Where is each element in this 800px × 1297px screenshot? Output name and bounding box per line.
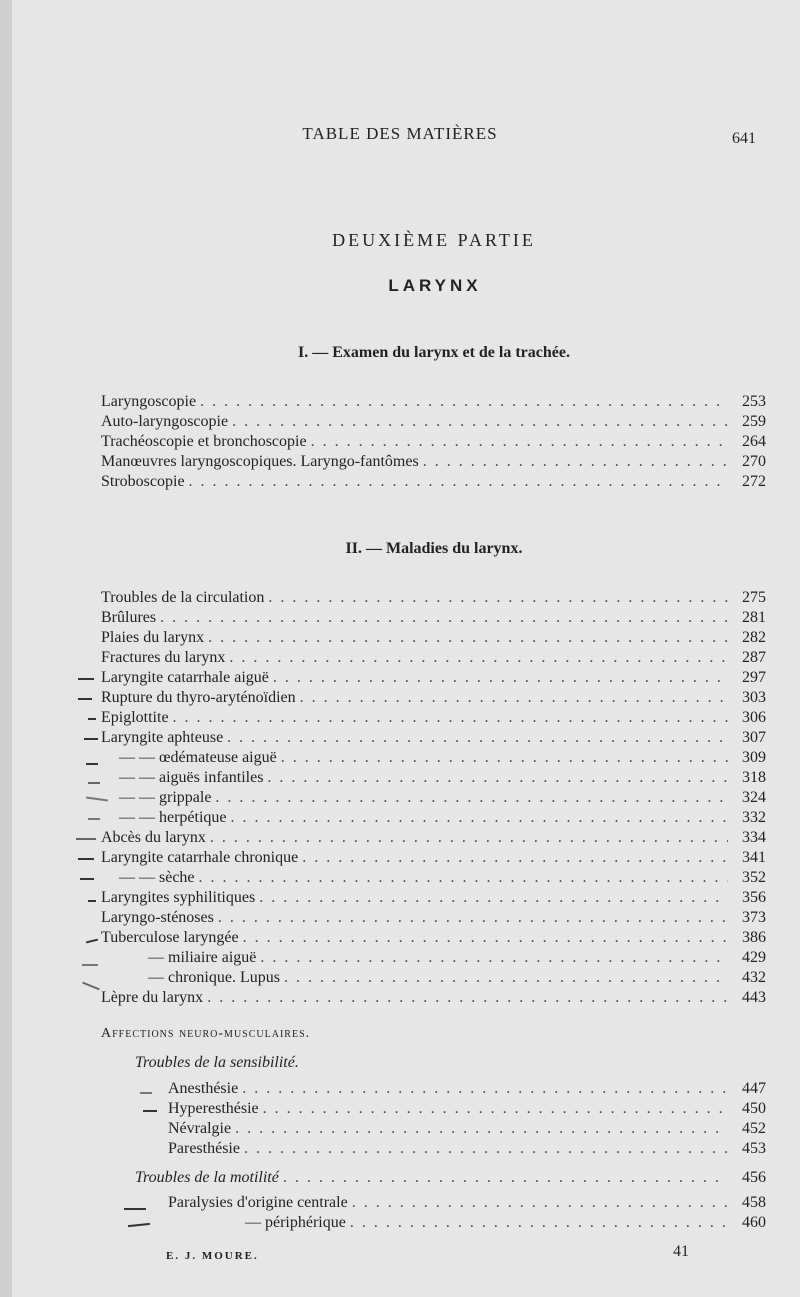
toc-entry-label: Abcès du larynx <box>101 829 206 846</box>
leader-dots <box>268 588 728 608</box>
leader-dots <box>218 908 728 928</box>
toc-entry-page: 443 <box>742 989 766 1006</box>
toc-entry-page: 309 <box>742 749 766 766</box>
margin-dash-mark <box>82 964 98 966</box>
toc-entry <box>101 828 766 848</box>
part-title: DEUXIÈME PARTIE <box>332 230 536 250</box>
toc-entry <box>148 968 766 988</box>
toc-entry-page: 259 <box>742 413 766 430</box>
leader-dots <box>259 888 728 908</box>
toc-entry-label: Paralysies d'origine centrale <box>168 1194 348 1211</box>
toc-entry-label: Auto-laryngoscopie <box>101 413 229 430</box>
margin-dash-mark <box>140 1092 152 1094</box>
toc-entry-page: 356 <box>742 889 766 906</box>
margin-dash-mark <box>78 678 94 680</box>
toc-entry <box>119 748 766 768</box>
leader-dots <box>311 432 728 452</box>
toc-entry-page: 432 <box>742 969 766 986</box>
toc-entry-page: 352 <box>742 869 766 886</box>
toc-entry-label: Hyperesthésie <box>168 1100 259 1117</box>
toc-entry-page: 429 <box>742 949 766 966</box>
toc-entry-label: Manœuvres laryngoscopiques. Laryngo-fantômes <box>101 453 419 470</box>
toc-entry-page: 334 <box>742 829 766 846</box>
toc-entry-label: Laryngite aphteuse <box>101 729 224 746</box>
leader-dots <box>263 1099 728 1119</box>
toc-entry-page: 373 <box>742 909 766 926</box>
leader-dots <box>284 968 728 988</box>
toc-entry-page: 318 <box>742 769 766 786</box>
toc-entry-page: 253 <box>742 393 766 410</box>
toc-entry <box>101 472 766 492</box>
toc-entry-page: 282 <box>742 629 766 646</box>
toc-entry <box>101 908 766 928</box>
leader-dots <box>231 808 728 828</box>
toc-entry <box>119 808 766 828</box>
toc-entry-label: Laryngite catarrhale chronique <box>101 849 299 866</box>
toc-entry-label: Troubles de la motilité <box>135 1169 279 1186</box>
subsection-title-sensibilite: Troubles de la sensibilité. <box>135 1054 299 1071</box>
toc-entry-label: — — œdémateuse aiguë <box>119 749 277 766</box>
leader-dots <box>215 788 728 808</box>
toc-entry <box>101 888 766 908</box>
leader-dots <box>200 392 728 412</box>
toc-entry-page: 264 <box>742 433 766 450</box>
toc-entry <box>101 848 766 868</box>
toc-entry-page: 456 <box>742 1169 766 1186</box>
leader-dots <box>208 628 728 648</box>
margin-dash-mark <box>80 878 94 880</box>
toc-entry <box>119 868 766 888</box>
leader-dots <box>232 412 728 432</box>
footer-author: E. J. MOURE. <box>166 1250 259 1262</box>
category-heading: Affections neuro-musculaires. <box>101 1026 311 1041</box>
leader-dots <box>199 868 728 888</box>
toc-entry-page: 281 <box>742 609 766 626</box>
leader-dots <box>300 688 728 708</box>
margin-dash-mark <box>88 900 96 902</box>
leader-dots <box>242 1079 728 1099</box>
toc-entry <box>101 412 766 432</box>
toc-entry-label: — chronique. Lupus <box>148 969 280 986</box>
toc-entry-page: 341 <box>742 849 766 866</box>
toc-entry <box>101 688 766 708</box>
toc-entry-label: — — grippale <box>119 789 212 806</box>
toc-entry-label: Laryngites syphilitiques <box>101 889 256 906</box>
margin-dash-mark <box>84 738 98 740</box>
footer-signature-number: 41 <box>673 1243 689 1260</box>
toc-entry <box>101 928 766 948</box>
toc-entry-label: — miliaire aiguë <box>148 949 257 966</box>
leader-dots <box>244 1139 728 1159</box>
toc-entry <box>148 948 766 968</box>
toc-entry-label: Epiglottite <box>101 709 169 726</box>
part-subtitle: LARYNX <box>388 276 482 295</box>
leader-dots <box>283 1168 728 1188</box>
toc-entry-label: Rupture du thyro-aryténoïdien <box>101 689 296 706</box>
toc-entry-label: Stroboscopie <box>101 473 185 490</box>
section-heading-examen: I. — Examen du larynx et de la trachée. <box>298 344 570 361</box>
toc-entry-page: 450 <box>742 1100 766 1117</box>
margin-dash-mark <box>124 1208 146 1210</box>
toc-entry-page: 275 <box>742 589 766 606</box>
toc-entry-label: Laryngo-sténoses <box>101 909 214 926</box>
toc-entry-page: 447 <box>742 1080 766 1097</box>
toc-entry-label: — — herpétique <box>119 809 227 826</box>
margin-dash-mark <box>143 1110 157 1112</box>
leader-dots <box>210 828 728 848</box>
toc-entry-page: 297 <box>742 669 766 686</box>
toc-entry-label: Trachéoscopie et bronchoscopie <box>101 433 307 450</box>
toc-entry-label: Laryngoscopie <box>101 393 197 410</box>
toc-entry <box>168 1193 766 1213</box>
toc-entry <box>168 1119 766 1139</box>
toc-entry <box>101 708 766 728</box>
toc-entry-page: 307 <box>742 729 766 746</box>
margin-dash-mark <box>88 718 96 720</box>
leader-dots <box>281 748 728 768</box>
toc-entry-page: 324 <box>742 789 766 806</box>
toc-entry <box>101 648 766 668</box>
section-heading-maladies: II. — Maladies du larynx. <box>345 540 523 557</box>
toc-entry-label: Plaies du larynx <box>101 629 205 646</box>
toc-entry-label: Lèpre du larynx <box>101 989 204 1006</box>
toc-entry <box>245 1213 766 1233</box>
toc-entry <box>101 392 766 412</box>
toc-entry-label: — — sèche <box>119 869 195 886</box>
leader-dots <box>302 848 728 868</box>
toc-entry-page: 453 <box>742 1140 766 1157</box>
toc-entry-page: 306 <box>742 709 766 726</box>
toc-entry-label: Laryngite catarrhale aiguë <box>101 669 269 686</box>
toc-entry <box>119 768 766 788</box>
toc-entry-label: Tuberculose laryngée <box>101 929 239 946</box>
toc-entry <box>101 432 766 452</box>
toc-entry-page: 270 <box>742 453 766 470</box>
toc-entry-page: 272 <box>742 473 766 490</box>
toc-entry <box>101 588 766 608</box>
margin-dash-mark <box>76 838 96 840</box>
toc-entry <box>168 1099 766 1119</box>
toc-entry-label: Troubles de la circulation <box>101 589 265 606</box>
leader-dots <box>207 988 728 1008</box>
leader-dots <box>227 728 728 748</box>
toc-entry <box>101 452 766 472</box>
toc-entry <box>135 1168 766 1188</box>
leader-dots <box>260 948 728 968</box>
leader-dots <box>243 928 728 948</box>
toc-entry-page: 452 <box>742 1120 766 1137</box>
margin-dash-mark <box>88 818 100 820</box>
running-header-page-number: 641 <box>732 130 756 147</box>
leader-dots <box>173 708 728 728</box>
margin-dash-mark <box>88 782 100 784</box>
toc-entry <box>101 728 766 748</box>
leader-dots <box>350 1213 728 1233</box>
toc-entry-page: 332 <box>742 809 766 826</box>
toc-entry <box>101 608 766 628</box>
toc-entry <box>101 668 766 688</box>
toc-entry-page: 460 <box>742 1214 766 1231</box>
toc-entry <box>168 1079 766 1099</box>
toc-entry <box>168 1139 766 1159</box>
toc-entry-label: Fractures du larynx <box>101 649 226 666</box>
toc-entry-label: Paresthésie <box>168 1140 240 1157</box>
toc-entry-page: 287 <box>742 649 766 666</box>
running-header-title: TABLE DES MATIÈRES <box>302 124 498 143</box>
leader-dots <box>352 1193 728 1213</box>
toc-entry-label: Névralgie <box>168 1120 232 1137</box>
margin-dash-mark <box>86 763 98 765</box>
toc-entry-label: Brûlures <box>101 609 157 626</box>
toc-entry-label: Anesthésie <box>168 1080 239 1097</box>
leader-dots <box>235 1119 728 1139</box>
toc-entry <box>119 788 766 808</box>
toc-entry-page: 386 <box>742 929 766 946</box>
toc-entry <box>101 628 766 648</box>
toc-entry-label: — périphérique <box>245 1214 346 1231</box>
toc-entry-page: 303 <box>742 689 766 706</box>
leader-dots <box>273 668 728 688</box>
margin-dash-mark <box>78 858 94 860</box>
leader-dots <box>229 648 728 668</box>
toc-entry-label: — — aiguës infantiles <box>119 769 264 786</box>
leader-dots <box>160 608 728 628</box>
margin-dash-mark <box>78 698 92 700</box>
leader-dots <box>423 452 728 472</box>
leader-dots <box>267 768 728 788</box>
toc-entry-page: 458 <box>742 1194 766 1211</box>
toc-entry <box>101 988 766 1008</box>
leader-dots <box>189 472 728 492</box>
